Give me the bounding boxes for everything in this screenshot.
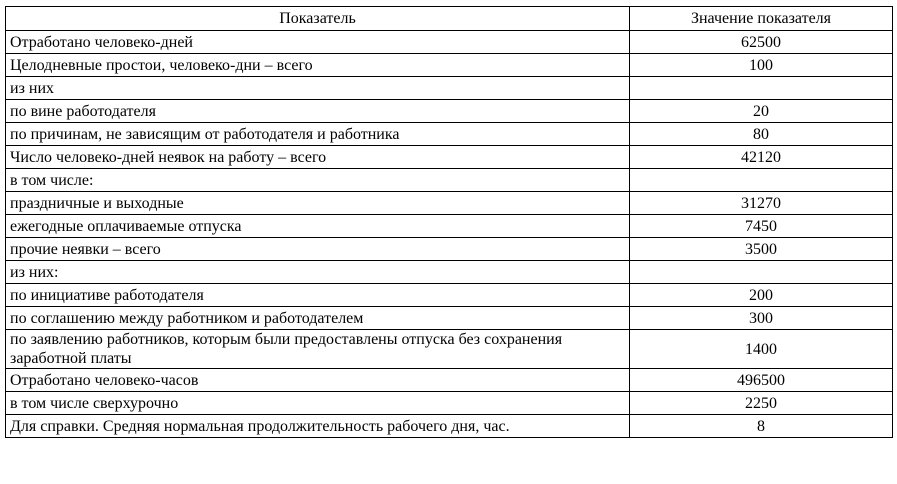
row-value: 31270: [630, 192, 893, 215]
row-label: в том числе сверхурочно: [6, 392, 630, 415]
row-value: 42120: [630, 146, 893, 169]
table-row: [6, 31, 893, 54]
row-label: по инициативе работодателя: [6, 284, 630, 307]
table-row: [6, 392, 893, 415]
row-label: Отработано человеко-часов: [6, 369, 630, 392]
header-value: Значение показателя: [630, 7, 893, 31]
table-row: [6, 415, 893, 438]
row-label: в том числе:: [6, 169, 630, 192]
row-value: 62500: [630, 31, 893, 54]
row-label: из них:: [6, 261, 630, 284]
row-label: Отработано человеко-дней: [6, 31, 630, 54]
indicators-table-container: [5, 6, 893, 438]
table-row: [6, 54, 893, 77]
table-row: [6, 100, 893, 123]
table-row: [6, 215, 893, 238]
row-value: 8: [630, 415, 893, 438]
table-row: [6, 169, 893, 192]
table-row: [6, 330, 893, 369]
header-indicator: Показатель: [6, 7, 630, 31]
row-value: 1400: [630, 330, 893, 369]
table-row: [6, 369, 893, 392]
table-row: [6, 146, 893, 169]
row-label: прочие неявки – всего: [6, 238, 630, 261]
row-label: по соглашению между работником и работодателем: [6, 307, 630, 330]
row-value: 2250: [630, 392, 893, 415]
indicators-table: [5, 6, 893, 438]
row-label: по заявлению работников, которым были предоставлены отпуска без сохранения заработной платы: [6, 330, 630, 369]
table-row: [6, 307, 893, 330]
row-value: 80: [630, 123, 893, 146]
row-value: [630, 169, 893, 192]
row-label: из них: [6, 77, 630, 100]
row-label: по вине работодателя: [6, 100, 630, 123]
row-label: праздничные и выходные: [6, 192, 630, 215]
row-label: Число человеко-дней неявок на работу – всего: [6, 146, 630, 169]
table-row: [6, 238, 893, 261]
row-value: 3500: [630, 238, 893, 261]
table-row: [6, 284, 893, 307]
row-label: Для справки. Средняя нормальная продолжительность рабочего дня, час.: [6, 415, 630, 438]
table-row: [6, 192, 893, 215]
row-value: 200: [630, 284, 893, 307]
row-label: по причинам, не зависящим от работодателя и работника: [6, 123, 630, 146]
row-label: Целодневные простои, человеко-дни – всего: [6, 54, 630, 77]
row-label: ежегодные оплачиваемые отпуска: [6, 215, 630, 238]
row-value: 496500: [630, 369, 893, 392]
row-value: [630, 261, 893, 284]
row-value: [630, 77, 893, 100]
table-row: [6, 77, 893, 100]
row-value: 300: [630, 307, 893, 330]
table-row: [6, 261, 893, 284]
table-row: [6, 123, 893, 146]
row-value: 7450: [630, 215, 893, 238]
row-value: 20: [630, 100, 893, 123]
row-value: 100: [630, 54, 893, 77]
table-header-row: [6, 7, 893, 31]
